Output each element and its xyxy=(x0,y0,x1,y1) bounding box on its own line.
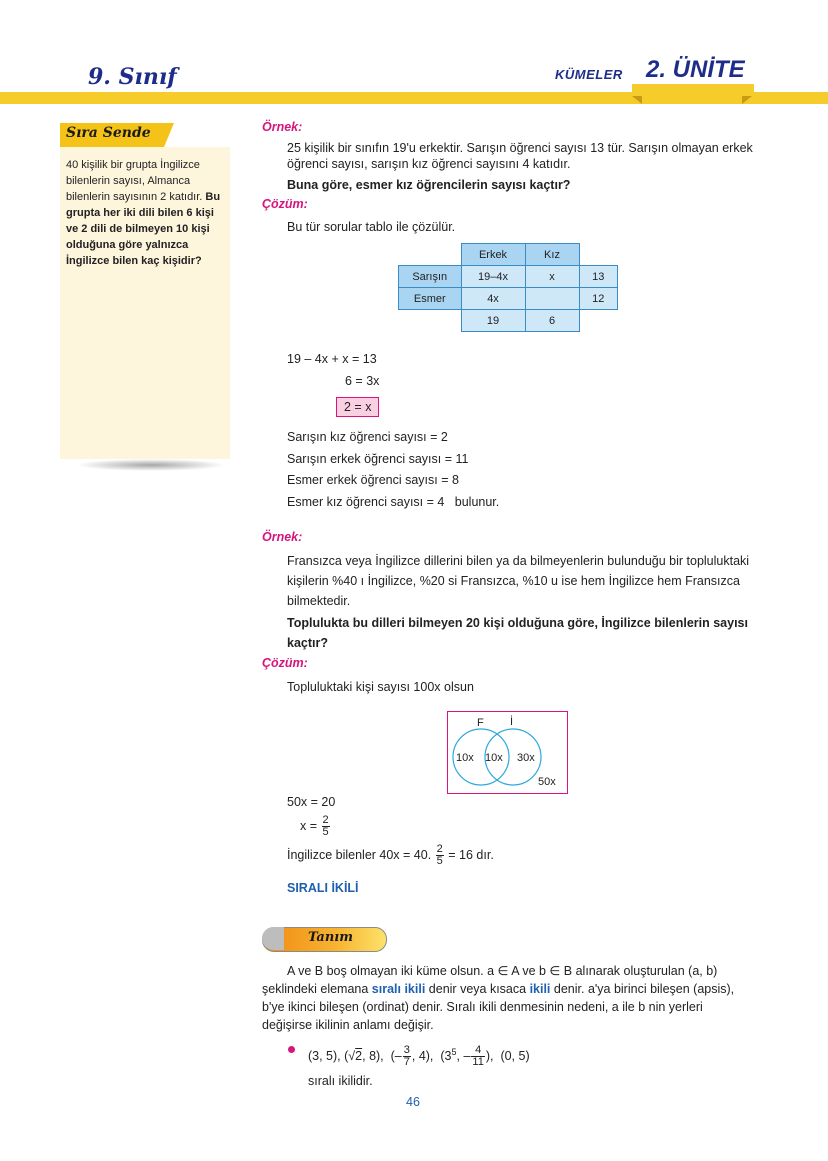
section-heading: SIRALI İKİLİ xyxy=(287,881,359,895)
example1-label: Örnek: xyxy=(262,120,303,134)
venn-label-i: İ xyxy=(510,716,514,728)
table-cell: x xyxy=(525,266,579,288)
sira-sende-title: Sıra Sende xyxy=(66,125,151,141)
example1-answer-box: 2 = x xyxy=(336,397,379,417)
tanim-label: Tanım xyxy=(308,930,353,945)
table-col-header: Erkek xyxy=(461,244,525,266)
table-row-label: Esmer xyxy=(399,288,462,310)
section-title: KÜMELER xyxy=(555,67,623,82)
unit-title: 2. ÜNİTE xyxy=(646,56,745,83)
result-line: Esmer erkek öğrenci sayısı = 8 xyxy=(287,473,459,487)
table-col-total: 19 xyxy=(461,310,525,332)
fraction: $\frac{2}{5}$ xyxy=(322,814,329,838)
result-line: Sarışın erkek öğrenci sayısı = 11 xyxy=(287,452,469,466)
definition-part: denir veya kısaca xyxy=(428,982,527,996)
example2-solution-label: Çözüm: xyxy=(262,656,308,670)
example2-text: Fransızca veya İngilizce dillerini bilen ya da bilmeyenlerin bulunduğu bir topluluktaki kişilerin %40 ı İngilizce, %20 si Fransızca, %10 u ise hem İngilizce hem Fransızca bilmektedir. xyxy=(287,554,750,608)
venn-outside: 50x xyxy=(538,776,556,788)
sira-sende-text xyxy=(66,157,226,269)
example2-eq1: 50x = 20 xyxy=(287,795,336,809)
example2-eq3 xyxy=(287,844,494,867)
eq3-pre: İngilizce bilenler 40x = 40. xyxy=(287,847,432,862)
result-line: Esmer kız öğrenci sayısı = 4 bulunur. xyxy=(287,495,500,509)
band-fold-right xyxy=(742,96,752,104)
example1-eq1: 19 – 4x + x = 13 xyxy=(287,352,377,366)
fraction: $\frac{3}{7}$ xyxy=(403,1044,410,1069)
example1-intro: Bu tür sorular tablo ile çözülür. xyxy=(287,220,456,234)
definition-part: denir. a'ya birinci bileşen (apsis), b'ye ikinci bileşen (ordinat) denir. Sıralı ikili denmesinin nedeni, a ile b nin yerleri değişirse ikilinin anlamı değişir. xyxy=(262,982,735,1032)
bullet-icon xyxy=(288,1046,295,1053)
definition-text xyxy=(262,962,755,1034)
example1-solution-label: Çözüm: xyxy=(262,197,308,211)
sira-sende-tab-edge xyxy=(164,123,174,147)
sira-sende-question: Bu grupta her iki dili bilen 6 kişi ve 2 dili de bilmeyen 10 kişi olduğuna göre yalnızca İngilizce bilen kaç kişidir? xyxy=(66,191,221,267)
ordered-pairs-caption: sıralı ikilidir. xyxy=(308,1074,373,1088)
table-cell xyxy=(525,288,579,310)
example1-eq2: 6 = 3x xyxy=(345,374,380,388)
eq3-post: = 16 dır. xyxy=(448,847,494,862)
example2-question: Toplulukta bu dilleri bilmeyen 20 kişi olduğuna göre, İngilizce bilenlerin sayısı kaçtır? xyxy=(287,616,748,650)
table-cell: 19–4x xyxy=(461,266,525,288)
table-col-header: Kız xyxy=(525,244,579,266)
venn-diagram xyxy=(447,711,569,795)
ordered-pairs-line: (3, 5), (√2, 8), (– $\frac{3}{7}$ , 4), ($3^5$, – $\frac{4}{11}$ ), (0, 5) xyxy=(308,1044,530,1069)
two-way-table xyxy=(398,243,618,332)
fraction: $\frac{4}{11}$ xyxy=(472,1044,484,1069)
grade-title: 9. Sınıf xyxy=(88,64,177,90)
example2-eq2 xyxy=(300,815,331,838)
table-row-label: Sarışın xyxy=(399,266,462,288)
table-row-total: 12 xyxy=(579,288,618,310)
sira-sende-problem: 40 kişilik bir grupta İngilizce bilenlerin sayısı, Almanca bilenlerin sayısının 2 katıdır. xyxy=(66,159,203,203)
definition-part: A ve B boş olmayan iki küme olsun. a ∈ A ve b ∈ B alınarak oluşturulan (a, b) şeklindeki elemana xyxy=(262,964,718,996)
header-band-tab xyxy=(632,84,754,96)
example1-question: Buna göre, esmer kız öğrencilerin sayısı kaçtır? xyxy=(287,178,571,192)
table-cell: 4x xyxy=(461,288,525,310)
result-line: Sarışın kız öğrenci sayısı = 2 xyxy=(287,430,448,444)
example2-label: Örnek: xyxy=(262,530,303,544)
fraction: $\frac{2}{5}$ xyxy=(436,843,443,867)
venn-label-f: F xyxy=(477,717,484,729)
example1-text: 25 kişilik bir sınıfın 19'u erkektir. Sarışın öğrenci sayısı 13 tür. Sarışın olmayan erkek öğrenci sayısı, sarışın kız öğrenci sayısını 4 katıdır. xyxy=(287,141,753,171)
example2-intro: Topluluktaki kişi sayısı 100x olsun xyxy=(287,680,474,694)
sira-sende-shadow xyxy=(76,459,226,471)
eq2-lhs: x = xyxy=(300,818,318,833)
table-col-total: 6 xyxy=(525,310,579,332)
venn-both: 10x xyxy=(485,752,503,764)
venn-only-i: 30x xyxy=(517,752,535,764)
page-number: 46 xyxy=(406,1095,420,1109)
term-sirali-ikili: sıralı ikili xyxy=(371,982,426,996)
band-fold-left xyxy=(632,96,642,104)
term-ikili: ikili xyxy=(529,982,551,996)
venn-only-f: 10x xyxy=(456,752,474,764)
table-row-total: 13 xyxy=(579,266,618,288)
tanim-pill-cap xyxy=(262,927,284,950)
